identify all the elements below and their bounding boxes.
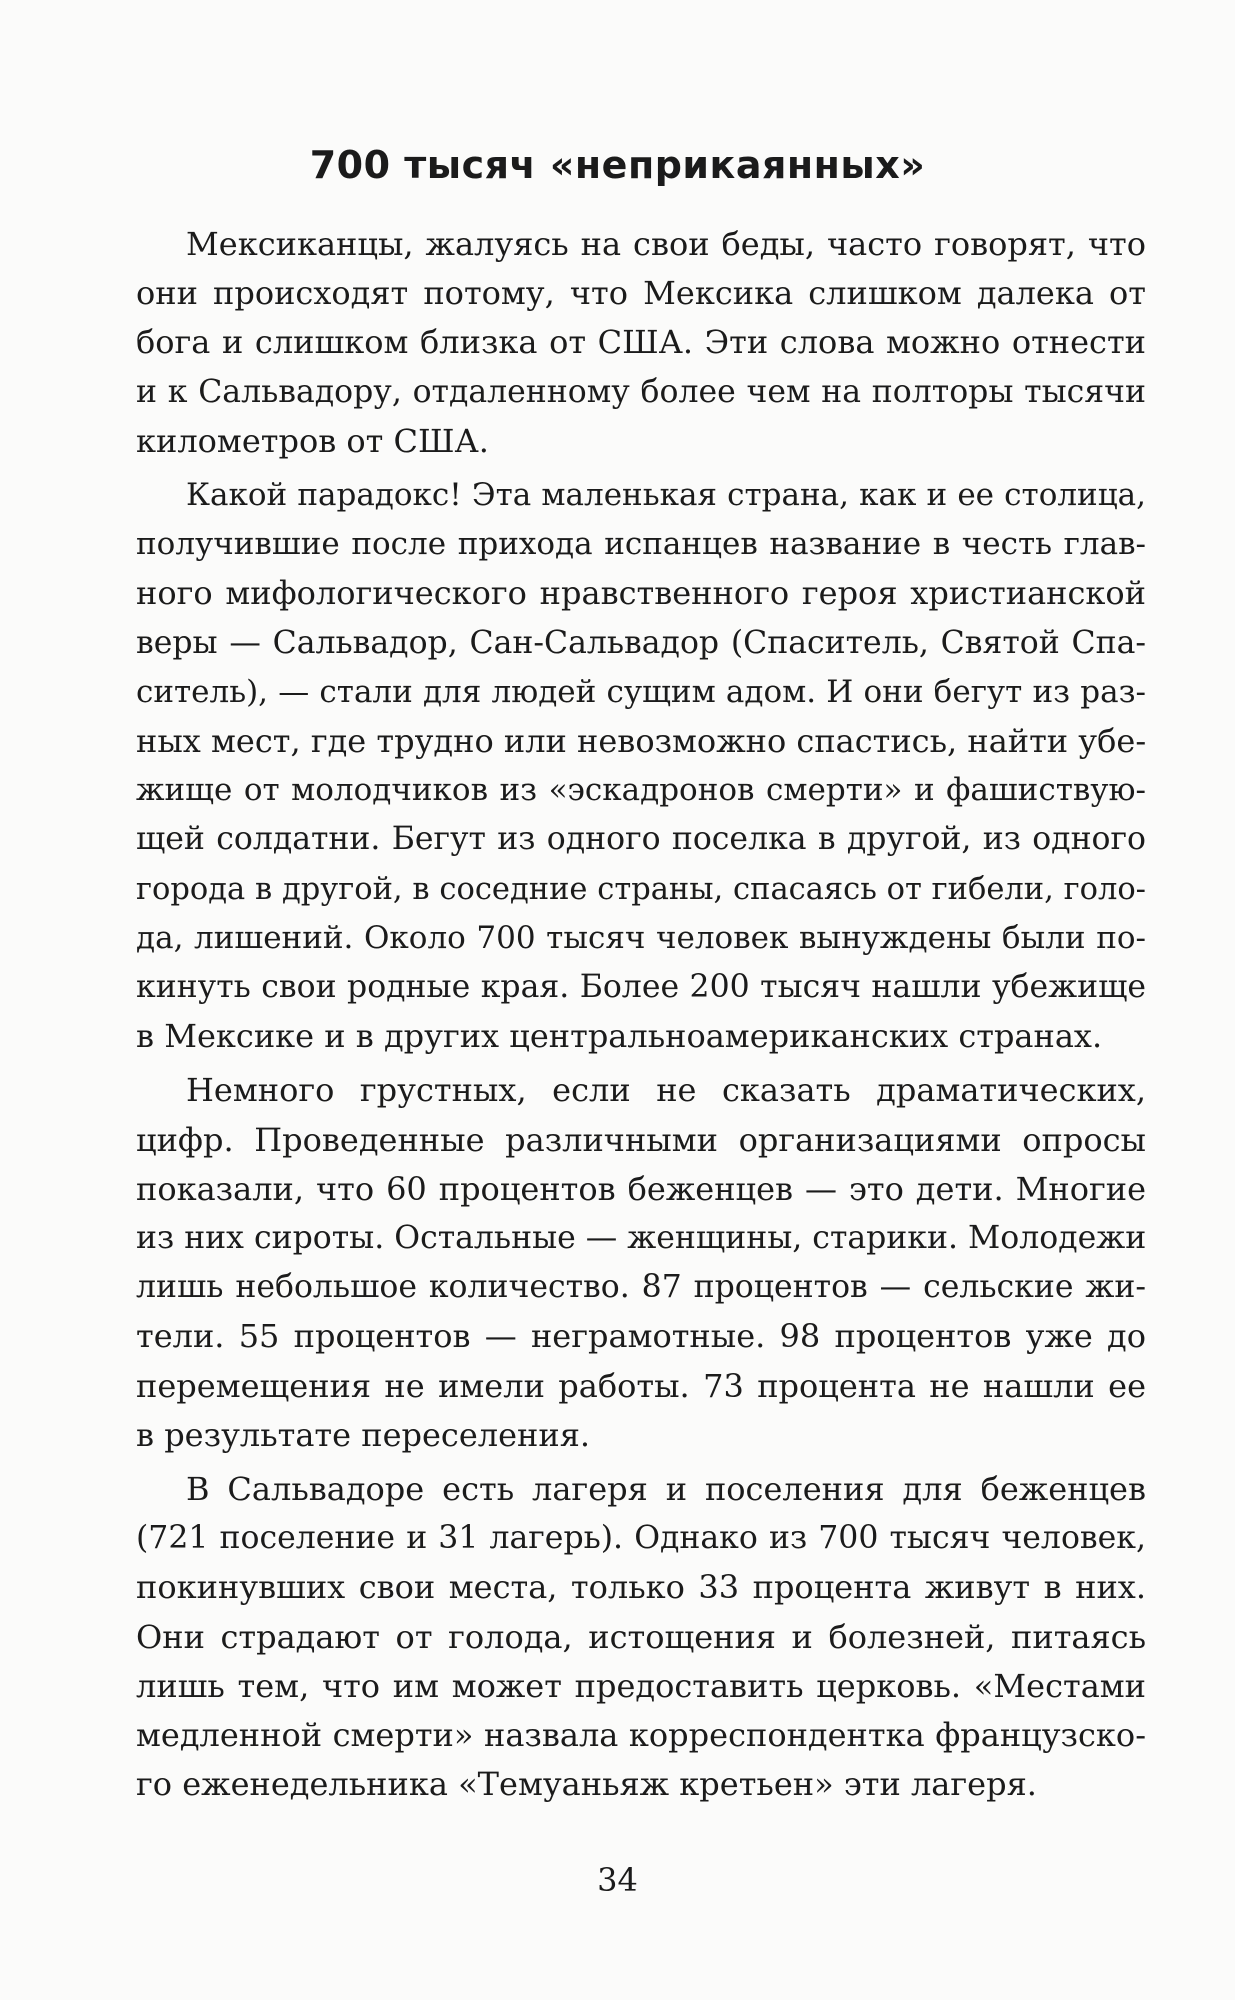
text-line: тели. 55 процентов — неграмотные. 98 процентов уже до [136,1317,1146,1356]
text-line: цифр. Проведенные различными организациями опросы [136,1120,1146,1159]
text-line: в Мексике и в других центральноамериканских странах. [136,1017,1103,1056]
text-line: в результате переселения. [136,1415,591,1454]
text-line: они происходят потому, что Мексика слишком далека от [136,274,1146,313]
text-line: перемещения не имели работы. 73 процента не нашли ее [136,1366,1146,1405]
chapter-title: 700 тысяч «неприкаянных» [309,143,926,187]
text-line: и к Сальвадору, отдаленному более чем на полторы тысячи [136,373,1146,410]
text-line: показали, что 60 процентов беженцев — это дети. Многие [136,1169,1146,1208]
body-text [136,220,1146,1815]
text-line: веры — Сальвадор, Сан-Сальвадор (Спаситель, Святой Спа- [136,624,1146,661]
text-line: В Сальвадоре есть лагеря и поселения для беженцев [186,1470,1146,1509]
text-line: Мексиканцы, жалуясь на свои беды, часто говорят, что [186,225,1146,263]
text-line: Немного грустных, если не сказать драматических, [186,1071,1146,1110]
text-line: жище от молодчиков из «эскадронов смерти» и фашиствую- [136,772,1146,809]
text-line: щей солдатни. Бегут из одного поселка в другой, из одного [136,821,1146,858]
text-line: бога и слишком близка от США. Эти слова можно отнести [136,323,1146,362]
text-line: ных мест, где трудно или невозможно спастись, найти убе- [136,722,1147,761]
text-line: да, лишений. Около 700 тысяч человек вынуждены были по- [136,919,1146,956]
text-line: покинувших свои места, только 33 процента живут в них. [136,1568,1146,1607]
text-line: ного мифологического нравственного героя христианской [136,574,1146,613]
text-line: (721 поселение и 31 лагерь). Однако из 700 тысяч человек, [136,1520,1146,1557]
text-line: лишь небольшое количество. 87 процентов — сельские жи- [136,1269,1146,1306]
text-line: Какой парадокс! Эта маленькая страна, как и ее столица, [186,477,1146,514]
text-line: кинуть свои родные края. Более 200 тысяч нашли убежище [136,969,1146,1006]
page-number: 34 [597,1861,638,1899]
text-line: лишь тем, что им может предоставить церковь. «Местами [136,1666,1146,1705]
text-line: из них сироты. Остальные — женщины, старики. Молодежи [136,1220,1147,1257]
paragraph-4 [136,1465,1146,1809]
text-line: города в другой, в соседние страны, спасаясь от гибели, голо- [136,871,1146,907]
text-line: ситель), — стали для людей сущим адом. И они бегут из раз- [136,673,1146,710]
text-line: го еженедельника «Темуаньяж кретьен» эти лагеря. [136,1765,1037,1804]
text-line: километров от США. [136,421,489,460]
text-line: Они страдают от голода, истощения и болезней, питаясь [136,1617,1146,1656]
paragraph-1 [136,220,1146,466]
paragraph-3 [136,1066,1146,1460]
paragraph-2 [136,471,1146,1061]
text-line: получившие после прихода испанцев название в честь глав- [136,526,1146,563]
text-line: медленной смерти» назвала корреспондентка французско- [136,1716,1146,1755]
